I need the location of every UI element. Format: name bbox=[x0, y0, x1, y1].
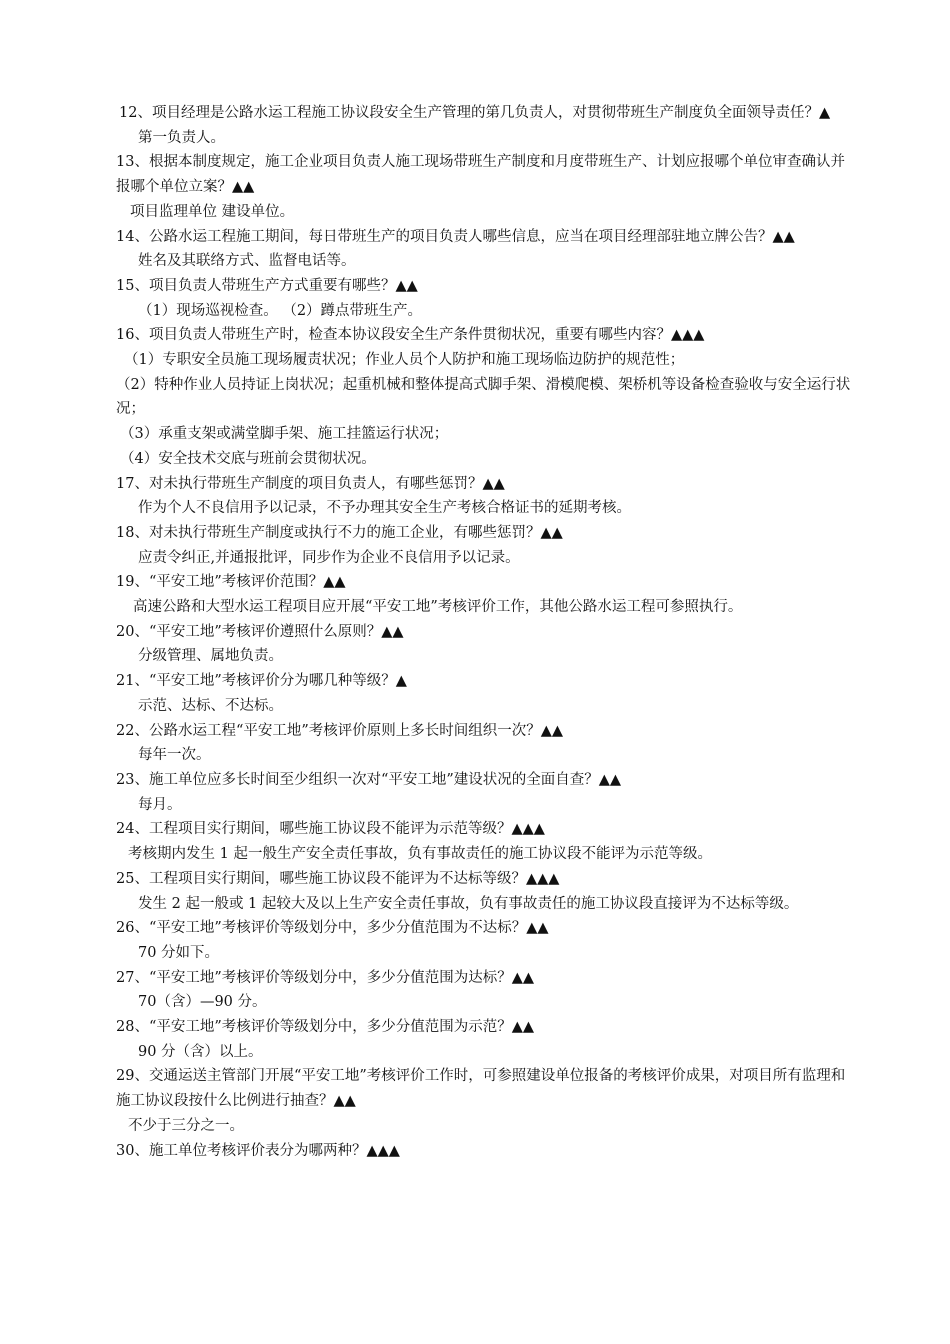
answer-19: 高速公路和大型水运工程项目应开展“平安工地”考核评价工作，其他公路水运工程可参照执行。 bbox=[133, 599, 743, 616]
answer-24: 考核期内发生 1 起一般生产安全责任事故，负有事故责任的施工协议段不能评为示范等级。 bbox=[128, 846, 712, 863]
answer-16-item-2: （2）特种作业人员持证上岗状况；起重机械和整体提高式脚手架、滑模爬模、架桥机等设备检查验收与安全运行状况； bbox=[116, 376, 851, 418]
question-12: 12、项目经理是公路水运工程施工协议段安全生产管理的第几负责人，对贯彻带班生产制度负全面领导责任？▲ bbox=[119, 105, 831, 121]
answer-16-item-1: （1）专职安全员施工现场履责状况；作业人员个人防护和施工现场临边防护的规范性； bbox=[124, 352, 685, 369]
answer-22: 每年一次。 bbox=[138, 747, 211, 764]
question-14: 14、公路水运工程施工期间，每日带班生产的项目负责人哪些信息，应当在项目经理部驻地立牌公告？▲▲ bbox=[116, 228, 795, 245]
answer-14: 姓名及其联络方式、监督电话等。 bbox=[138, 253, 356, 270]
answer-29: 不少于三分之一。 bbox=[128, 1117, 244, 1134]
question-21: 21、“平安工地”考核评价分为哪几种等级？▲ bbox=[116, 673, 407, 690]
question-25: 25、工程项目实行期间，哪些施工协议段不能评为不达标等级？▲▲▲ bbox=[116, 870, 560, 887]
answer-17: 作为个人不良信用予以记录，不予办理其安全生产考核合格证书的延期考核。 bbox=[138, 500, 631, 517]
question-20: 20、“平安工地”考核评价遵照什么原则？▲▲ bbox=[116, 623, 404, 640]
question-24: 24、工程项目实行期间，哪些施工协议段不能评为示范等级？▲▲▲ bbox=[116, 821, 545, 838]
answer-23: 每月。 bbox=[138, 796, 182, 813]
question-13: 13、根据本制度规定，施工企业项目负责人施工现场带班生产制度和月度带班生产、计划应报哪个单位审查确认并报哪个单位立案？▲▲ bbox=[116, 154, 845, 196]
answer-28: 90 分（含）以上。 bbox=[138, 1043, 263, 1060]
question-30: 30、施工单位考核评价表分为哪两种？▲▲▲ bbox=[116, 1142, 400, 1159]
answer-13: 项目监理单位 建设单位。 bbox=[130, 203, 295, 220]
question-15: 15、项目负责人带班生产方式重要有哪些？▲▲ bbox=[116, 277, 418, 294]
answer-15: （1）现场巡视检查。 （2）蹲点带班生产。 bbox=[138, 302, 423, 319]
answer-16-item-4: （4）安全技术交底与班前会贯彻状况。 bbox=[120, 450, 376, 467]
question-29: 29、交通运送主管部门开展“平安工地”考核评价工作时，可参照建设单位报备的考核评价成果，对项目所有监理和施工协议段按什么比例进行抽查？▲▲ bbox=[116, 1068, 846, 1110]
question-18: 18、对未执行带班生产制度或执行不力的施工企业，有哪些惩罚？▲▲ bbox=[116, 524, 563, 541]
question-23: 23、施工单位应多长时间至少组织一次对“平安工地”建设状况的全面自查？▲▲ bbox=[116, 771, 622, 788]
answer-21: 示范、达标、不达标。 bbox=[138, 697, 283, 714]
question-27: 27、“平安工地”考核评价等级划分中，多少分值范围为达标？▲▲ bbox=[116, 969, 535, 986]
answer-18: 应责令纠正,并通报批评，同步作为企业不良信用予以记录。 bbox=[138, 549, 520, 566]
question-26: 26、“平安工地”考核评价等级划分中，多少分值范围为不达标？▲▲ bbox=[116, 920, 549, 937]
question-19: 19、“平安工地”考核评价范围？▲▲ bbox=[116, 574, 346, 591]
question-22: 22、公路水运工程“平安工地”考核评价原则上多长时间组织一次？▲▲ bbox=[116, 722, 564, 739]
answer-16-item-3: （3）承重支架或满堂脚手架、施工挂篮运行状况； bbox=[120, 426, 449, 443]
answer-26: 70 分如下。 bbox=[138, 944, 220, 961]
question-16: 16、项目负责人带班生产时，检查本协议段安全生产条件贯彻状况，重要有哪些内容？▲▲▲ bbox=[116, 327, 705, 344]
question-17: 17、对未执行带班生产制度的项目负责人，有哪些惩罚？▲▲ bbox=[116, 475, 505, 492]
question-28: 28、“平安工地”考核评价等级划分中，多少分值范围为示范？▲▲ bbox=[116, 1019, 535, 1036]
answer-25: 发生 2 起一般或 1 起较大及以上生产安全责任事故，负有事故责任的施工协议段直接评为不达标等级。 bbox=[138, 895, 799, 912]
document-body bbox=[116, 101, 858, 1163]
answer-27: 70（含）—90 分。 bbox=[138, 994, 267, 1011]
answer-20: 分级管理、属地负责。 bbox=[138, 648, 283, 665]
answer-12: 第一负责人。 bbox=[138, 129, 225, 146]
